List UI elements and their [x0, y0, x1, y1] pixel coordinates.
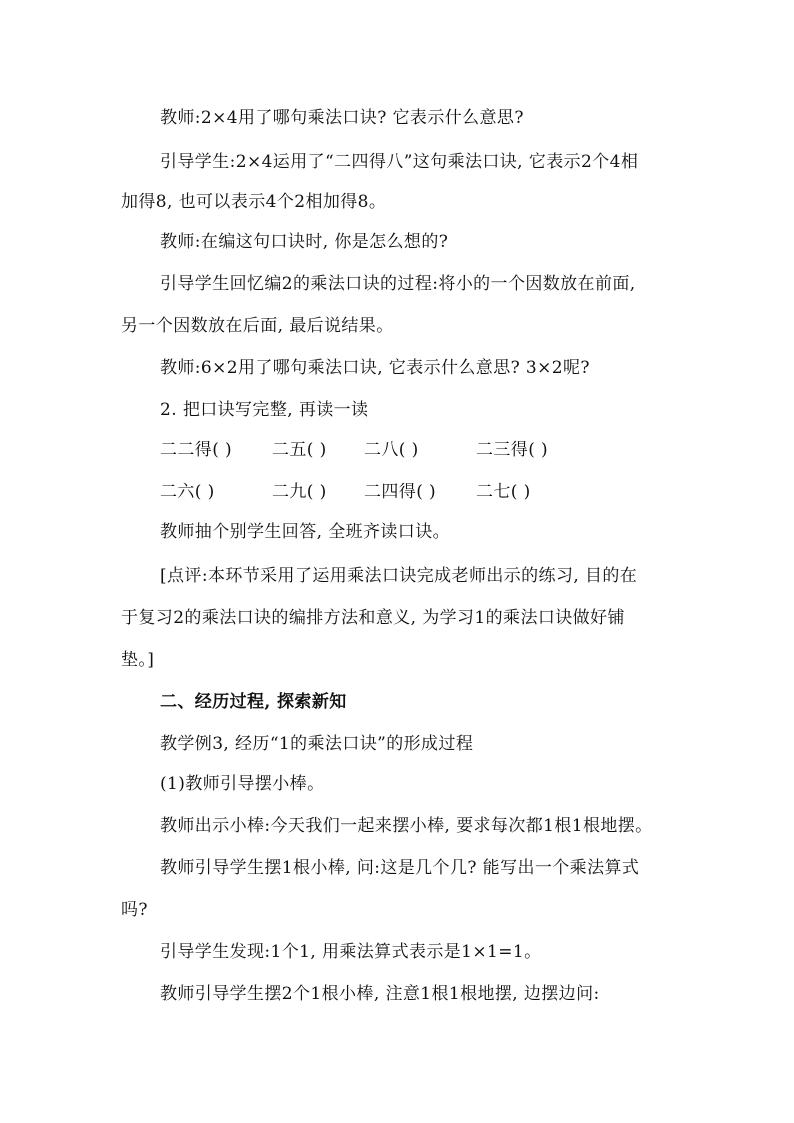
text-line: 加得8, 也可以表示4个2相加得8。 [121, 192, 387, 212]
text-line: 引导学生:2×4运用了“二四得八”这句乘法口诀, 它表示2个4相 [160, 152, 639, 172]
text-line: 教师引导学生摆2个1根小棒, 注意1根1根地摆, 边摆边问: [160, 984, 600, 1004]
text-line: 教师:2×4用了哪句乘法口诀? 它表示什么意思? [160, 108, 524, 128]
commentary-line: 垫。] [121, 650, 155, 670]
text-line: 教师:在编这句口诀时, 你是怎么想的? [160, 232, 449, 252]
exercise-item: 二三得( ) [476, 440, 549, 460]
text-line: 吗? [121, 900, 148, 920]
text-line: 教师抽个别学生回答, 全班齐读口诀。 [160, 522, 451, 542]
text-line: 教师出示小棒:今天我们一起来摆小棒, 要求每次都1根1根地摆。 [160, 816, 653, 836]
exercise-item: 二四得( ) [364, 482, 437, 502]
exercise-item: 二九( ) [272, 482, 327, 502]
exercise-item: 二七( ) [476, 482, 531, 502]
exercise-item: 二六( ) [160, 482, 215, 502]
exercise-item: 二五( ) [272, 440, 327, 460]
section-heading: 二、经历过程, 探索新知 [160, 692, 347, 712]
text-line: 教师:6×2用了哪句乘法口诀, 它表示什么意思? 3×2呢? [160, 358, 590, 378]
commentary-line: [点评:本环节采用了运用乘法口诀完成老师出示的练习, 目的在 [160, 566, 638, 586]
text-line: 另一个因数放在后面, 最后说结果。 [121, 316, 394, 336]
text-line: 引导学生回忆编2的乘法口诀的过程:将小的一个因数放在前面, [160, 274, 636, 294]
exercise-item: 二二得( ) [160, 440, 233, 460]
text-line: 教学例3, 经历“1的乘法口诀”的形成过程 [160, 734, 474, 754]
commentary-line: 于复习2的乘法口诀的编排方法和意义, 为学习1的乘法口诀做好铺 [121, 608, 625, 628]
text-line: 2. 把口诀写完整, 再读一读 [160, 400, 369, 420]
text-line: 引导学生发现:1个1, 用乘法算式表示是1×1=1。 [160, 942, 542, 962]
text-line: 教师引导学生摆1根小棒, 问:这是几个几? 能写出一个乘法算式 [160, 858, 640, 878]
exercise-item: 二八( ) [364, 440, 419, 460]
text-line: (1)教师引导摆小棒。 [160, 774, 325, 794]
